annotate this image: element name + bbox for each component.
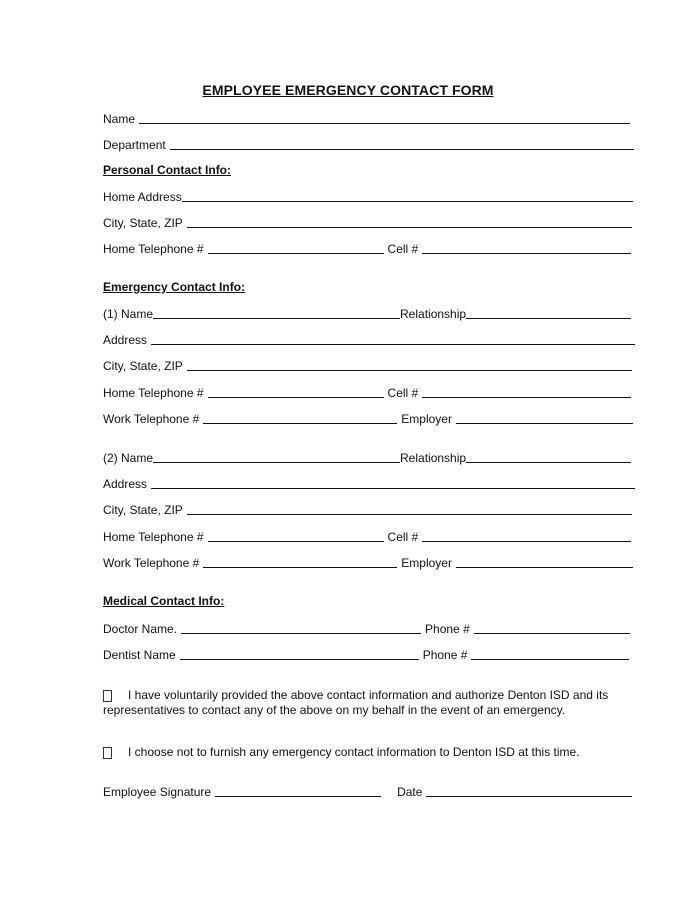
- contact2-work-row: [103, 554, 633, 570]
- contact2-name-field[interactable]: [153, 462, 400, 463]
- date-label: Date: [397, 785, 423, 799]
- dentist-row: [103, 646, 629, 662]
- personal-heading: Personal Contact Info:: [103, 163, 232, 177]
- contact2-cell-field[interactable]: [422, 541, 631, 542]
- name-field[interactable]: [139, 123, 630, 124]
- contact2-address-field[interactable]: [151, 488, 635, 489]
- personal-home-phone-label: Home Telephone #: [103, 242, 204, 256]
- contact2-city-row: [103, 501, 632, 517]
- contact2-home-phone-field[interactable]: [208, 541, 384, 542]
- contact1-name-label: (1) Name: [103, 307, 154, 321]
- contact2-employer-label: Employer: [401, 556, 452, 570]
- contact2-work-phone-label: Work Telephone #: [103, 556, 200, 570]
- name-row: [103, 110, 630, 126]
- dentist-label: Dentist Name: [103, 648, 176, 662]
- contact1-cell-field[interactable]: [422, 397, 631, 398]
- personal-cell-label: Cell #: [387, 242, 419, 256]
- contact1-address-label: Address: [103, 333, 148, 347]
- contact1-work-phone-label: Work Telephone #: [103, 412, 200, 426]
- personal-city-label: City, State, ZIP: [103, 216, 183, 230]
- contact1-city-field[interactable]: [187, 370, 632, 371]
- contact2-cell-label: Cell #: [387, 530, 419, 544]
- home-address-field[interactable]: [182, 201, 633, 202]
- decline-consent-label: I choose not to furnish any emergency contact information to Denton ISD at this time.: [128, 745, 580, 759]
- contact2-name-label: (2) Name: [103, 451, 154, 465]
- contact1-work-phone-field[interactable]: [203, 423, 397, 424]
- signature-label: Employee Signature: [103, 785, 212, 799]
- medical-heading: Medical Contact Info:: [103, 594, 225, 608]
- home-address-row: [103, 188, 633, 204]
- contact2-name-row: [103, 449, 631, 465]
- contact1-name-row: [103, 305, 631, 321]
- dentist-phone-label: Phone #: [422, 648, 468, 662]
- provide-consent-label: I have voluntarily provided the above contact information and authorize Denton ISD and its representatives to contact any of the above on my behalf in the event of an emergency.: [103, 688, 609, 717]
- contact1-city-label: City, State, ZIP: [103, 359, 183, 373]
- contact2-employer-field[interactable]: [456, 567, 633, 568]
- dentist-phone-field[interactable]: [471, 659, 629, 660]
- form-title: EMPLOYEE EMERGENCY CONTACT FORM: [202, 82, 494, 98]
- personal-phone-row: [103, 240, 631, 256]
- contact1-address-field[interactable]: [151, 344, 635, 345]
- doctor-phone-field[interactable]: [474, 633, 630, 634]
- contact1-phone-row: [103, 384, 631, 400]
- contact1-city-row: [103, 357, 632, 373]
- date-field[interactable]: [426, 796, 632, 797]
- contact2-work-phone-field[interactable]: [203, 567, 397, 568]
- doctor-row: [103, 620, 630, 636]
- personal-cell-field[interactable]: [422, 253, 631, 254]
- home-address-label: Home Address: [103, 190, 182, 204]
- contact2-address-label: Address: [103, 477, 148, 491]
- department-label: Department: [103, 138, 166, 152]
- emergency-heading: Emergency Contact Info:: [103, 280, 246, 294]
- contact2-city-label: City, State, ZIP: [103, 503, 183, 517]
- department-row: [103, 136, 634, 152]
- contact2-phone-row: [103, 528, 631, 544]
- contact2-relationship-label: Relationship: [400, 451, 467, 465]
- provide-consent-text: [103, 688, 643, 718]
- contact2-city-field[interactable]: [187, 514, 632, 515]
- doctor-field[interactable]: [181, 633, 421, 634]
- contact2-address-row: [103, 475, 635, 491]
- contact1-relationship-field[interactable]: [466, 318, 631, 319]
- decline-consent-text: [103, 745, 643, 760]
- doctor-phone-label: Phone #: [425, 622, 470, 636]
- contact1-cell-label: Cell #: [387, 386, 419, 400]
- contact1-relationship-label: Relationship: [400, 307, 467, 321]
- department-field[interactable]: [170, 149, 634, 150]
- contact1-employer-label: Employer: [401, 412, 452, 426]
- personal-city-row: [103, 214, 632, 230]
- contact1-employer-field[interactable]: [456, 423, 633, 424]
- name-label: Name: [103, 112, 136, 126]
- contact1-home-phone-field[interactable]: [208, 397, 384, 398]
- contact2-relationship-field[interactable]: [466, 462, 631, 463]
- contact1-work-row: [103, 410, 633, 426]
- personal-city-field[interactable]: [187, 227, 632, 228]
- contact1-name-field[interactable]: [153, 318, 400, 319]
- personal-home-phone-field[interactable]: [208, 253, 384, 254]
- signature-row: [103, 783, 632, 799]
- dentist-field[interactable]: [180, 659, 419, 660]
- signature-field[interactable]: [215, 796, 381, 797]
- contact1-address-row: [103, 331, 635, 347]
- doctor-label: Doctor Name.: [103, 622, 178, 636]
- contact1-home-phone-label: Home Telephone #: [103, 386, 204, 400]
- contact2-home-phone-label: Home Telephone #: [103, 530, 204, 544]
